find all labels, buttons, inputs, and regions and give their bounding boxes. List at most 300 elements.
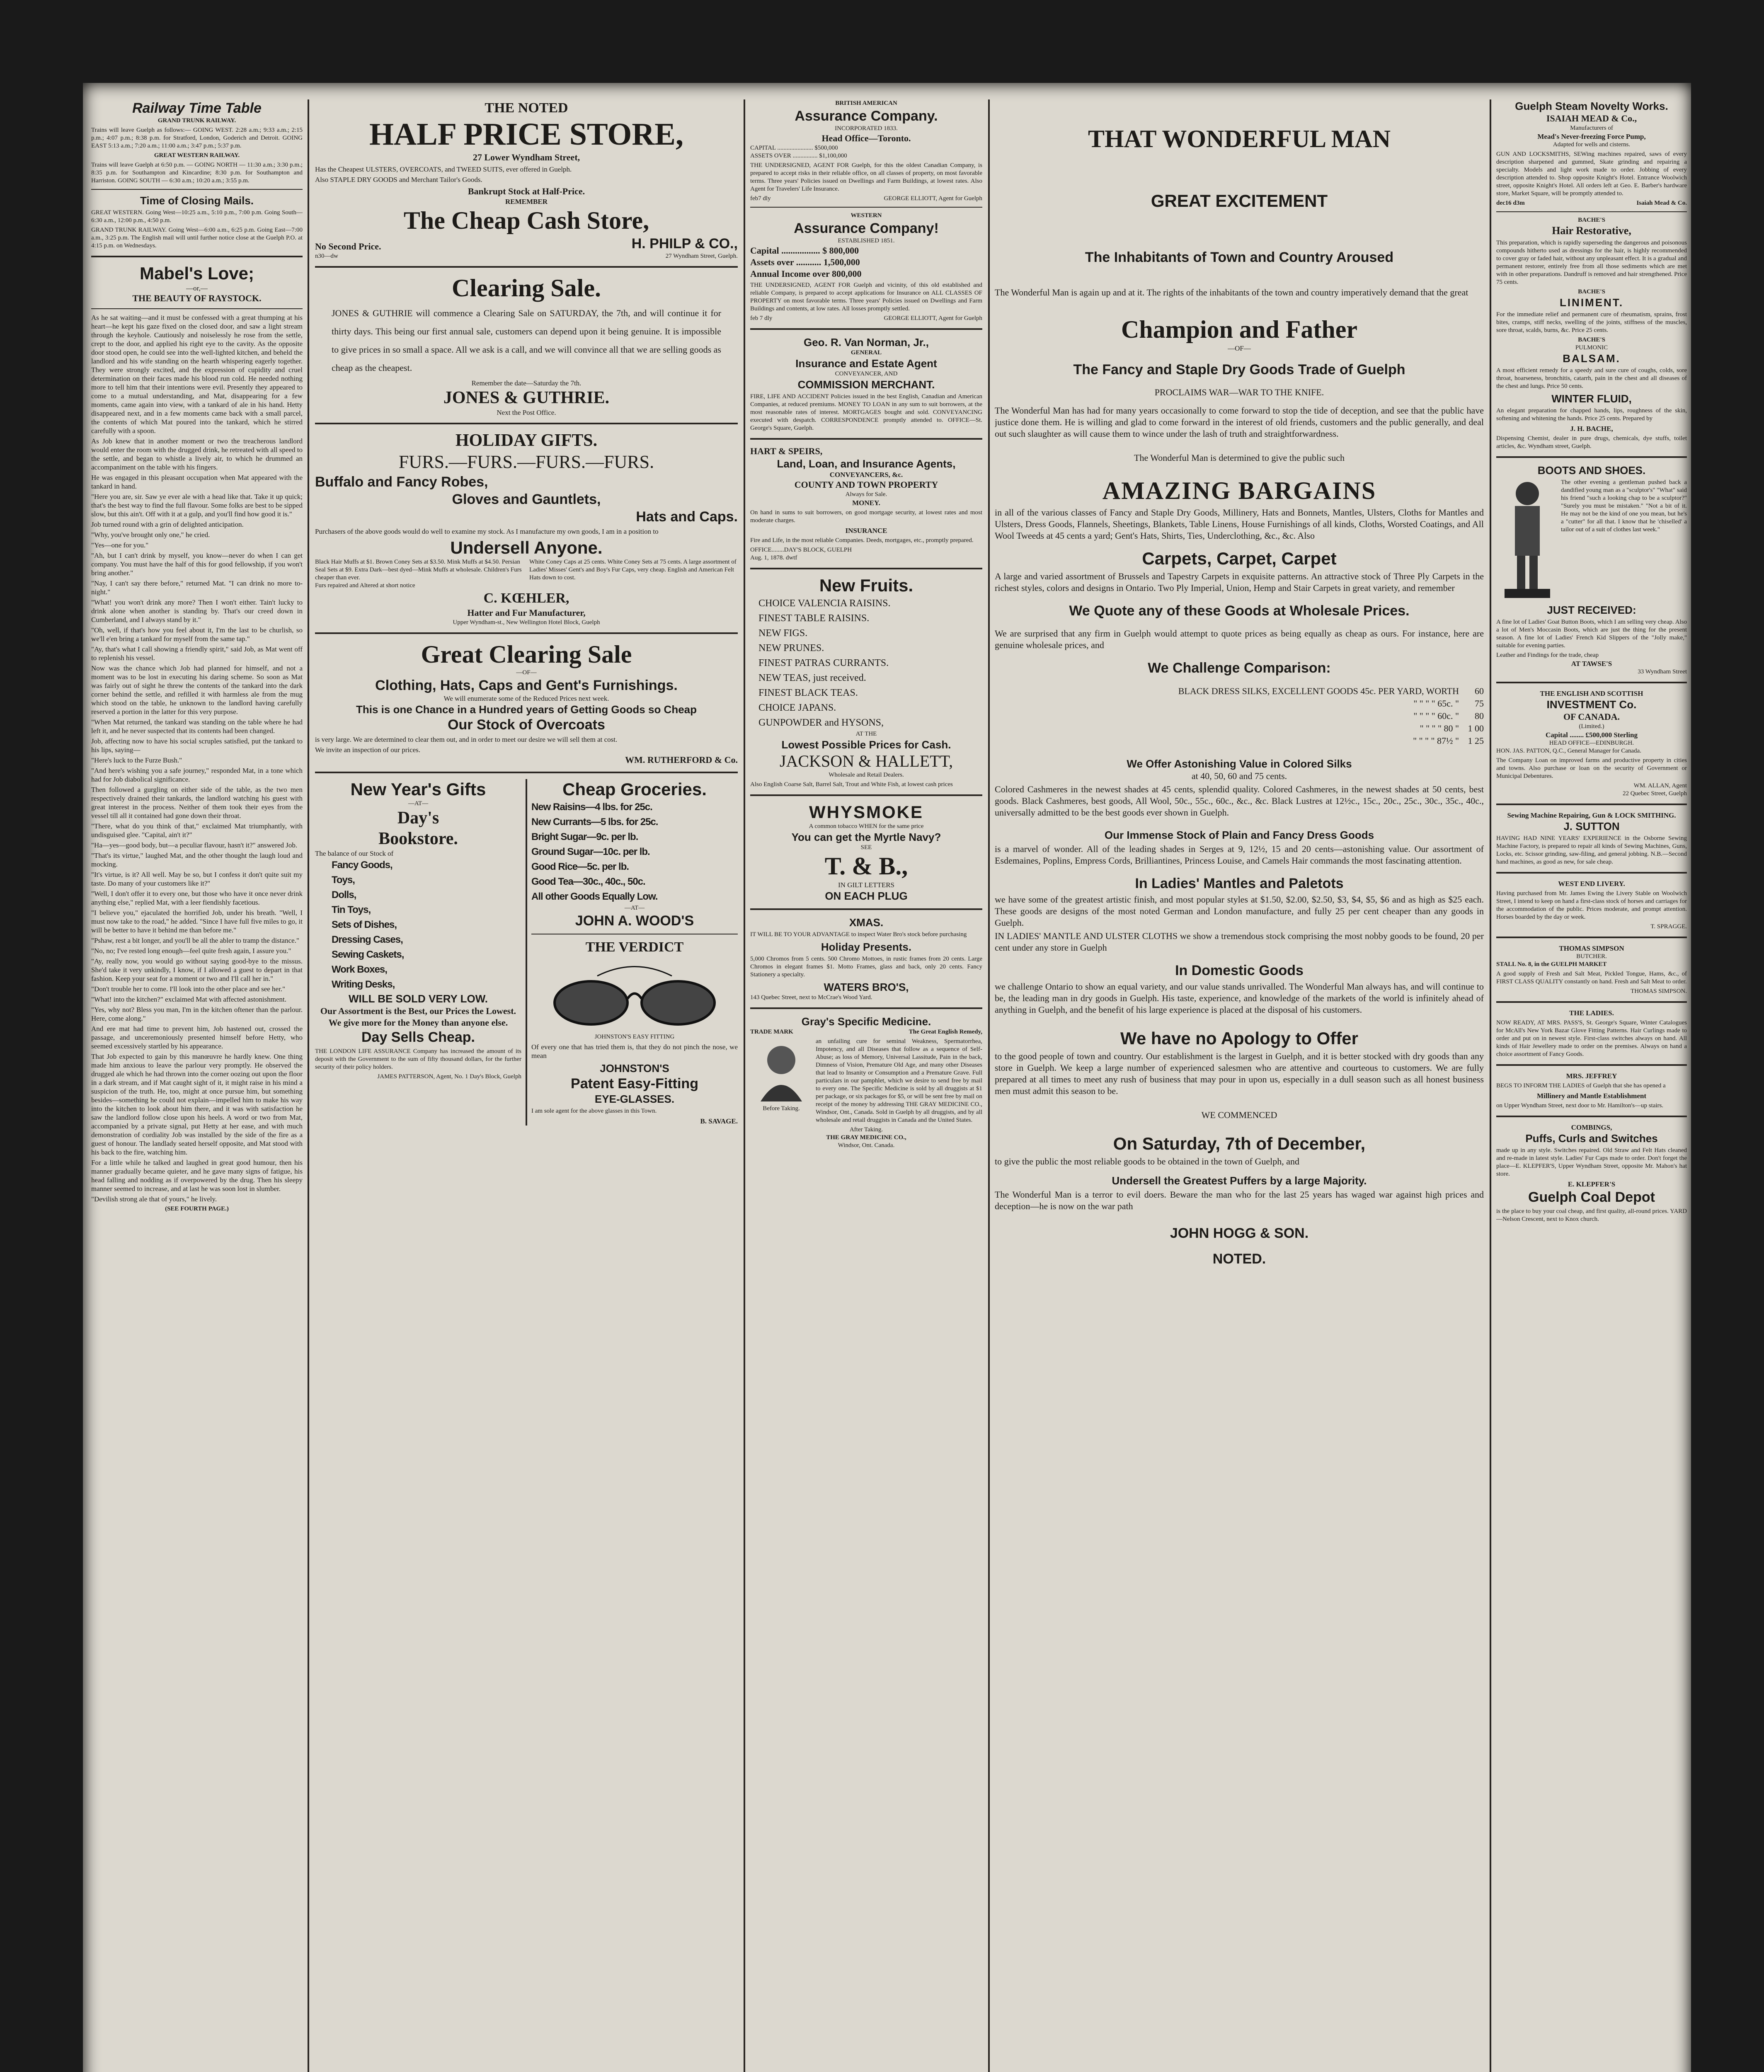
hats: Hats and Caps. [636, 509, 738, 525]
jeffrey: MRS. JEFFREY [1566, 1072, 1617, 1080]
before: Before Taking. [763, 1105, 800, 1112]
story-paragraph: "Here's luck to the Furze Bush." [91, 756, 182, 764]
story-paragraph: Then followed a gurgling on either side of the table, as the two men respectively drained their tankards, the landlord watching his guest with great interest in the process. Neither of them took their eyes from the vessel till all it contained had gone down their throat. [91, 786, 303, 820]
champion: Champion and Father [1121, 316, 1358, 343]
hs-money: MONEY. [852, 499, 880, 507]
mantles-text: we have some of the greatest artistic finish, and most popular styles at $1.50, $2.00, $2.50, $3, $4, $5, $6 and as high as $25 each. These goods are designs of the most noted German and London manufacture, and fully 25 per cent cheaper than any goods in Guelph. [995, 894, 1484, 928]
butcher: BUTCHER. [1576, 953, 1607, 960]
clearing-heading: Clearing Sale. [452, 274, 601, 302]
story-title: Mabel's Love; [139, 264, 254, 283]
story-paragraph: As he sat waiting—and it must be confessed with a great thumping at his heart—he kept his gaze fixed on the closed door, and saw a light stream through the keyhole. Cautiously and noiselessly he rose from the settle, crept to the door, and applied his right eye to the cavity. As the opposite door stood open, he could see into the well-lighted kitchen, and beheld the landlord and his wife standing on the hearth whispering eagerly together. They were strongly excited, and the expression of cupidity and cruel determination on their faces made his blood run cold. He needed nothing more to tell him that their intentions were evil. Presently they appeared to come to a mutual understanding, and Mat, disappearing for a few moments, came again into view, with a tankard of ale in his hand. Hetty disappeared next, and in a few moments came back with a small parcel, the contents of which Mat poured into the tankard, which he stirred carefully with a spoon. [91, 314, 303, 435]
waters-addr: 143 Quebec Street, next to McCrae's Wood Yard. [750, 994, 872, 1001]
sewing: Sewing Machine Repairing, Gun & LOCK SMITHING. [1507, 811, 1676, 819]
eyeglasses: EYE-GLASSES. [594, 1093, 675, 1105]
glasses-band: JOHNSTON'S EASY FITTING [594, 1034, 675, 1040]
w-text: THE UNDERSIGNED, AGENT FOR Guelph and vicinity, of this old established and reliable Company, is prepared to accept applications for Insurance on ALL CLASSES OF PROPERTY on most favorable terms. Three years' Policies issued on Dwellings and Farm Buildings and contents, at low rates. All losses promptly settled. [750, 282, 982, 312]
vn-text: FIRE, LIFE AND ACCIDENT Policies issued in the best English, Canadian and American Companies, at reduced premiums. MONEY TO LOAN in any sum to suit borrowers, at the most reasonable rates of interest. MORTGAGES bought and sold. CONVEYANCING executed with despatch. CORRESPONDENCE promptly attended to. OFFICE—St. George's Square, Guelph. [750, 393, 982, 431]
stall-text: A good supply of Fresh and Salt Meat, Pickled Tongue, Hams, &c., of FIRST CLASS QUALITY constantly on hand. Fresh and Salt Meat to order. [1496, 971, 1687, 985]
grays-heading: Gray's Specific Medicine. [801, 1015, 931, 1028]
cashmeres: Colored Cashmeres in the newest shades at 45 cents, splendid quality. Colored Cashmeres, in the newest shades at 50 cents, best goods. Black Cashmeres, best goods, All Wool, 50c., 55c., 60c., &c., &c. Black Lustres at 12½c., 15c., 20c., 25c., 30c., 35c., 40c., universally admitted to be the best goods ever shown in Guelph. [995, 784, 1484, 818]
column-rule [1490, 99, 1491, 2072]
hps-text: Has the Cheapest ULSTERS, OVERCOATS, and TWEED SUITS, ever offered in Guelph. [315, 165, 572, 173]
gray-co: THE GRAY MEDICINE CO., [826, 1134, 906, 1141]
war: PROCLAIMS WAR—WAR TO THE KNIFE. [1154, 387, 1324, 397]
column-4 [995, 99, 1484, 2072]
column-5 [1496, 99, 1687, 2072]
hair-text: This preparation, which is rapidly superseding the dangerous and poisonous compounds hitherto used as dressings for the hair, is highly recommended to cover gray or faded hair, without any unpleasant effect. It is a gradual and permanent restorer, entirely free from all those sediments which are met with in other preparations. Dandruff is removed and hair strengthened. Price 75 cents. [1496, 240, 1687, 286]
of: —OF— [1228, 344, 1251, 352]
determined: The Wonderful Man is determined to give the public such [1134, 453, 1345, 463]
domestic-text: we challenge Ontario to show an equal variety, and our value stands unrivalled. The Wonderful Man always has, and will continue to be, the leading man in dry goods in Guelph. His taste, experience, and knowledge of the markets of the world is infinitely ahead of anything in Guelph, and the benefit of his large experience is placed at the disposal of his customers. [995, 981, 1484, 1015]
bankrupt: Bankrupt Stock at Half-Price. [468, 186, 585, 196]
investment: INVESTMENT Co. [1546, 698, 1637, 711]
bookstore: Bookstore. [378, 829, 458, 848]
story-paragraph: As Job knew that in another moment or two the treacherous landlord would enter the room with the drugged drink, he retreated with all speed to the settle, and began to whistle a lively air, to which he drummed an accompaniment on the table with his fingers. [91, 437, 303, 471]
wood: JOHN A. WOOD'S [575, 913, 694, 929]
waters: WATERS BRO'S, [824, 981, 909, 993]
mead-mfr: Manufacturers of [1570, 125, 1613, 131]
patton: HON. JAS. PATTON, Q.C., General Manager for Canada. [1496, 748, 1641, 754]
surprised: We are surprised that any firm in Guelph would attempt to quote prices as being equally as cheap as ours. For instance, here are genuine wholesale prices, and [995, 628, 1484, 650]
established: ESTABLISHED 1851. [838, 237, 895, 244]
that-wonderful-man: THAT WONDERFUL MAN [1088, 125, 1391, 152]
immense-text: is a marvel of wonder. All of the leading shades in Serges at 9, 12½, 15 and 20 cents—astonishing value. Our assortment of Esdemaines, Poplins, Empress Cords, Brilliantines, Princess Louise, and Camels Hair commands the most fascinating attention. [995, 844, 1484, 866]
silk-price-table [995, 685, 1484, 747]
silk-desc: " " " " 87½ " [1413, 736, 1459, 746]
hs-code: Aug. 1, 1878. dwtf [750, 554, 797, 561]
fruit-items [750, 596, 982, 730]
assurance: Assurance Company. [795, 108, 938, 124]
gray-remedy: The Great English Remedy, [909, 1029, 982, 1035]
elliott-code: feb7 dly [750, 195, 771, 202]
silk-worth: 60 [1475, 686, 1484, 696]
vn-general: GENERAL [850, 349, 882, 356]
wholesale: We Quote any of these Goods at Wholesale Prices. [1069, 603, 1410, 619]
millinery: Millinery and Mantle Establishment [1537, 1092, 1646, 1100]
fancy-trade: The Fancy and Staple Dry Goods Trade of Guelph [1073, 362, 1405, 378]
mails-gt: GRAND TRUNK RAILWAY. Going West—6:00 a.m., 6:25 p.m. Going East—7:00 a.m., 3:25 p.m. The English mail will until further notice close at the Guelph P.O. at 4:15 p.m. on Wednesdays. [91, 227, 303, 249]
gcs-of: —OF— [516, 669, 537, 676]
hs-prop: COUNTY AND TOWN PROPERTY [794, 479, 938, 490]
patent: Patent Easy-Fitting [571, 1076, 698, 1092]
saturday: On Saturday, 7th of December, [1113, 1134, 1366, 1153]
noted: NOTED. [1212, 1251, 1266, 1267]
koehler-title: Hatter and Fur Manufacturer, [467, 608, 586, 618]
jh-bache: J. H. BACHE, [1570, 425, 1613, 433]
xmas-text: IT WILL BE TO YOUR ADVANTAGE to inspect Water Bro's stock before purchasing [750, 931, 967, 938]
story-paragraph: "Nay, I can't say there before," returned Mat. "I can drink no more to-night." [91, 579, 303, 596]
great-excitement: GREAT EXCITEMENT [1151, 191, 1328, 211]
koehler-address: Upper Wyndham-st., New Wellington Hotel Block, Guelph [453, 619, 600, 626]
post-office: Next the Post Office. [497, 409, 556, 416]
whysmoke: WHYSMOKE [809, 802, 923, 822]
gift-item: Dolls, [332, 889, 356, 900]
leather: Leather and Findings for the trade, cheap [1496, 652, 1599, 658]
boots-shoes: BOOTS AND SHOES. [1537, 464, 1646, 477]
column-3 [750, 99, 982, 2072]
story-paragraph: "Ha—yes—good body, but—a peculiar flavour, hasn't it?" answered Job. [91, 841, 298, 849]
story-subtitle: THE BEAUTY OF RAYSTOCK. [132, 293, 262, 303]
story-paragraph: "Devilish strong ale that of yours," he lively. [91, 1195, 217, 1203]
story-paragraph: "Ay, that's what I call showing a friendly spirit," said Job, as Mat went off to replenish his vessel. [91, 645, 303, 662]
silk-row [995, 722, 1484, 735]
t-and-b: T. & B., [824, 852, 908, 880]
ulster: IN LADIES' MANTLE AND ULSTER CLOTHS we show a tremendous stock comprising the most nobby goods to be found, 20 per cent under any store in Guelph [995, 931, 1484, 953]
days: Day's [397, 808, 439, 828]
portrait-before-icon [750, 1039, 812, 1101]
jh-sub: Wholesale and Retail Dealers. [829, 772, 904, 778]
hs-ins-text: Fire and Life, in the most reliable Companies. Deeds, mortgages, etc., promptly prepared. [750, 537, 974, 544]
day-sells: Day Sells Cheap. [361, 1029, 475, 1045]
second-price: No Second Price. [315, 241, 381, 252]
mead-code: dec16 d3m [1496, 200, 1525, 206]
story-paragraph: "Well, I don't offer it to every one, but those who have it once never drink anything else," replied Mat, with a leer fiendishly facetious. [91, 890, 303, 906]
jones-guthrie: JONES & GUTHRIE. [443, 388, 610, 407]
story-paragraph: "What! into the kitchen?" exclaimed Mat with affected astonishment. [91, 995, 286, 1003]
grocery-item: Good Tea—30c., 40c., 50c. [531, 876, 645, 887]
rutherford: WM. RUTHERFORD & Co. [625, 755, 738, 765]
myrtle: You can get the Myrtle Navy? [791, 831, 941, 843]
adapted: Adapted for wells and cisterns. [1553, 141, 1631, 148]
ladies-heading: THE LADIES. [1569, 1009, 1614, 1017]
story-paragraph: Job turned round with a grin of delighted anticipation. [91, 520, 244, 528]
w-assets: Assets over ........... 1,500,000 [750, 257, 860, 267]
xmas: XMAS. [849, 916, 884, 929]
agent-note: I am sole agent for the above glasses in this Town. [531, 1108, 657, 1114]
remember: REMEMBER [505, 198, 548, 206]
combings: COMBINGS, [1571, 1123, 1612, 1131]
story-paragraph: "Pshaw, rest a bit longer, and you'll be all the abler to tramp the distance." [91, 937, 299, 944]
immense: Our Immense Stock of Plain and Fancy Dress Goods [1104, 829, 1374, 841]
gwr-heading: GREAT WESTERN RAILWAY. [154, 152, 240, 159]
half-price-store: HALF PRICE STORE, [369, 117, 684, 152]
balance: The balance of our Stock of [315, 850, 394, 857]
column-1 [91, 99, 303, 2072]
livery-text: Having purchased from Mr. James Ewing the Livery Stable on Woolwich Street, I intend to keep on hand a first-class stock of horses and carriages for the accommodation of the public. Prices moderate, and prompt attention. Horses boarded by the day or week. [1496, 890, 1687, 920]
after: After Taking. [849, 1126, 883, 1133]
gray-text: an unfailing cure for seminal Weakness, Spermatorrhea, Impotency, and all Diseases that follow as a sequence of Self-Abuse; as loss of Memory, Universal Lassitude, Pain in the back, Dimness of Vision, Premature Old Age, and many other Diseases that lead to Insanity or Consumption and a Premature Grave. Full particulars in our pamphlet, which we desire to send free by mail to every one. The Specific Medicine is sold by all druggists at $1 per package, or six packages for $5, or will be sent free by mail on receipt of the money by addressing THE GRAY MEDICINE CO., Windsor, Ont., Canada. Sold in Guelph by all druggists, and by all wholesale and retail druggists in Canada and the United States. [816, 1038, 982, 1123]
story-paragraph: "That's its virtue," laughed Mat, and the other thought the laugh loud and mocking. [91, 852, 303, 868]
story-body [91, 313, 303, 1203]
ny-heading: New Year's Gifts [350, 779, 486, 799]
fruit-item: GUNPOWDER and HYSONS, [758, 717, 884, 728]
simpson-heading: THOMAS SIMPSON [1559, 944, 1624, 952]
pump: Mead's Never-freezing Force Pump, [1537, 133, 1646, 140]
hs-sale: Always for Sale. [845, 491, 887, 498]
see: SEE [860, 844, 872, 851]
gift-item: Sets of Dishes, [332, 919, 397, 930]
lowest: Lowest Possible Prices for Cash. [781, 738, 951, 751]
mails-gw: GREAT WESTERN. Going West—10:25 a.m., 5:10 p.m., 7:00 p.m. Going South—6:30 a.m., 12:00 p.m., 4:50 p.m. [91, 209, 303, 224]
groceries-heading: Cheap Groceries. [562, 779, 707, 799]
terror: The Wonderful Man is a terror to evil doers. Beware the man who for the last 25 years has waged war against high prices and deception—he is now on the war path [995, 1189, 1484, 1211]
presents-text: 5,000 Chromos from 5 cents. 500 Chromo Mottoes, in rustic frames from 20 cents. Large Chromos in elegant frames $1. Motto Frames, glass and back, only 20 cents. Fancy Stationery a specialty. [750, 956, 982, 978]
koehler: C. KŒHLER, [483, 591, 569, 606]
fruit-item: CHOICE VALENCIA RAISINS. [758, 598, 891, 609]
coal-text: is the place to buy your coal cheap, and first quality, all-round prices. YARD—Nelson Crescent, next to Knox church. [1496, 1208, 1687, 1222]
fruit-item: FINEST PATRAS CURRANTS. [758, 658, 889, 668]
van-norman: Geo. R. Van Norman, Jr., [804, 336, 929, 349]
just-received: JUST RECEIVED: [1547, 604, 1636, 616]
amazing-bargains: AMAZING BARGAINS [1102, 477, 1376, 504]
philp-code: n30—dw [315, 253, 338, 259]
silk-row [995, 710, 1484, 722]
w-elliott: GEORGE ELLIOTT, Agent for Guelph [884, 315, 982, 322]
mead: ISAIAH MEAD & Co., [1546, 113, 1637, 123]
holiday-heading: HOLIDAY GIFTS. [455, 431, 598, 450]
story-paragraph: "Yes—one for you." [91, 541, 149, 549]
gcs-text: We will enumerate some of the Reduced Prices next week. [443, 695, 609, 702]
tawse: AT TAWSE'S [1571, 660, 1612, 668]
challenge: We Challenge Comparison: [1148, 660, 1331, 676]
grocery-item: Ground Sugar—10c. per lb. [531, 846, 650, 857]
hps-address: 27 Lower Wyndham Street, [472, 152, 580, 162]
many-years: The Wonderful Man has had for many years occasionally to come forward to stop the tide of deception, and see that the public have justice done them. He is willing and glad to come forward in the interest of old friends, customers and the public generally, and deal out such slaughter as will cause them to wince under the lash of truth and straightforwardness. [995, 405, 1484, 439]
fruit-item: FINEST TABLE RAISINS. [758, 613, 870, 624]
eng-heading: THE ENGLISH AND SCOTTISH [1540, 690, 1643, 697]
mantles: In Ladies' Mantles and Paletots [1135, 876, 1344, 891]
grocery-items [531, 800, 738, 904]
silk-desc: BLACK DRESS SILKS, EXCELLENT GOODS 45c. PER YARD, WORTH [1178, 686, 1459, 696]
fruit-item: FINEST BLACK TEAS. [758, 687, 858, 698]
furs: FURS.—FURS.—FURS.—FURS. [398, 452, 654, 472]
undersell-puffers: Undersell the Greatest Puffers by a large Majority. [1112, 1174, 1367, 1187]
bache-addr: Dispensing Chemist, dealer in pure drugs, chemicals, dye stuffs, toilet articles, &c. Wyndham street, Guelph. [1496, 435, 1687, 450]
hart-speirs: HART & SPEIRS, [750, 446, 823, 456]
gcs-heading: Great Clearing Sale [421, 641, 632, 668]
hs-ins: INSURANCE [845, 527, 887, 535]
fruit-item: NEW TEAS, just received. [758, 673, 866, 683]
story-paragraph: Now was the chance which Job had planned for himself, and not a moment was to be lost in executing his daring scheme. So soon as Mat was fairly out of sight he threw the contents of the tankard into the dark corner behind the settle, and refilled it with harmless ale from the mug which stood on the table, he unknown to the landlord having carefully reserved a portion in the latter for this very purpose. [91, 664, 303, 716]
jeffrey-addr: on Upper Wyndham Street, next door to Mr. Hamilton's—up stairs. [1496, 1102, 1664, 1109]
allan: WM. ALLAN, Agent [1633, 782, 1687, 789]
fur-list-left: Black Hair Muffs at $1. Brown Coney Sets at $3.50. Mink Muffs at $4.50. Persian Seal Sets at $9. Extra Dark—best dyed—Mink Muffs at wholesale. Children's Furs cheaper than ever. [315, 559, 522, 581]
simpson-sign: THOMAS SIMPSON. [1631, 988, 1687, 995]
inv-text: The Company Loan on improved farms and productive property in cities and towns. Also purchase or loan on the security of Government or Municipal Debentures. [1496, 757, 1687, 779]
ny-at: —AT— [408, 800, 429, 807]
london-life: THE LONDON LIFE ASSURANCE Company has increased the amount of its deposit with the Government to the sum of fifty thousand dollars, for the further security of their policy holders. [315, 1048, 521, 1070]
overcoats-text: is very large. We are determined to clear them out, and in order to meet our desire we will sell them at cost. [315, 736, 618, 743]
silk-worth: 1 00 [1468, 723, 1484, 733]
silk-desc: " " " " 65c. " [1413, 698, 1459, 709]
purchasers: Purchasers of the above goods would do well to examine my stock. As I manufacture my own goods, I am in a position to [315, 528, 659, 535]
story-paragraph: "Oh, well, if that's how you feel about it, I'm the last to be churlish, so we'll e'en bring a tankard for myself from the same tap." [91, 626, 303, 643]
fruit-item: NEW PRUNES. [758, 643, 824, 654]
grocery-item: Bright Sugar—9c. per lb. [531, 831, 638, 842]
story-paragraph: "And here's wishing you a safe journey," responded Mat, in a tone which had for Job diabolical significance. [91, 767, 303, 783]
silk-row [995, 685, 1484, 697]
silk-worth: 1 25 [1468, 736, 1484, 746]
undersell: Undersell Anyone. [450, 538, 603, 557]
mails-heading: Time of Closing Mails. [140, 194, 254, 207]
mead-sign: Isaiah Mead & Co. [1636, 200, 1687, 206]
fur-note: Furs repaired and Altered at short notice [315, 582, 415, 589]
fruit-item: NEW FIGS. [758, 628, 808, 639]
cash-store: The Cheap Cash Store, [403, 207, 649, 234]
gift-item: Work Boxes, [332, 964, 387, 975]
story-paragraph: "Yes, why not? Bless you man, I'm in the kitchen oftener than the parlour. Here, come along." [91, 1006, 303, 1022]
story-paragraph: "Here you are, sir. Saw ye ever ale with a head like that. Take it up quick; that's the best way to find the full flavour. Some folks are best to be sipped slow, but this ain't. Off with it at a gulp, and you'll find how good it is." [91, 493, 303, 518]
story-paragraph: "No, no; I've rested long enough—feel quite fresh again, I assure you." [91, 947, 291, 955]
apology: We have no Apology to Offer [1120, 1029, 1359, 1048]
bache-2: BACHE'S [1578, 288, 1605, 295]
gray-addr: Windsor, Ont. Canada. [838, 1142, 895, 1149]
gift-item: Writing Desks, [332, 979, 395, 990]
livery-heading: WEST END LIVERY. [1558, 880, 1625, 888]
fur-list-right: White Coney Caps at 25 cents. White Coney Sets at 75 cents. A large assortment of Ladies' Misses' Gent's and Boy's Fur Caps, very cheap. English and American Felt Hats down to cost. [529, 559, 737, 581]
gift-item: Fancy Goods, [332, 859, 393, 871]
carpets: Carpets, Carpet, Carpet [1142, 549, 1337, 568]
story-paragraph: "Ah, but I can't drink by myself, you know—never do when I can get company. You must have the half of this for good fellowship, if you won't bring another." [91, 552, 303, 577]
verdict-text: Of every one that has tried them is, that they do not pinch the nose, we mean [531, 1043, 738, 1060]
hs-conv: CONVEYANCERS, &c. [829, 471, 903, 479]
winter-text: An elegant preparation for chapped hands, lips, roughness of the skin, softening and whitening the hands. Price 25 cents. Prepared by [1496, 407, 1687, 422]
silk-row [995, 735, 1484, 747]
boots-text: The other evening a gentleman pushed back a dandified young man as a "sculptor's" "What" said his friend "such a looking chap to be a sculptor?" "Surely you must be mistaken." "Not a bit of it. He may not be the kind of one you mean, but he's a "cutter" for all that. I know that he 'chiselled' a tailor out of a suit of clothes last week." [1561, 479, 1687, 533]
grocery-item: Good Rice—5c. per lb. [531, 861, 629, 872]
again-up: The Wonderful Man is again up and at it. The rights of the inhabitants of the town and country imperatively demand that the great [995, 287, 1468, 298]
stall: STALL No. 8, in the GUELPH MARKET [1496, 961, 1607, 968]
story-paragraph: Job, affecting now to have his social scruples satisfied, put the tankard to his lips, saying— [91, 737, 303, 754]
just-text: A fine lot of Ladies' Goat Button Boots, which I am selling very cheap. Also a lot of Men's Moccasin Boots, which are just the thing for the present season. A fine lot of Ladies' French Kid Slippers of the "Jolly make," suitable for evening parties. [1496, 619, 1687, 649]
gilt: IN GILT LETTERS [838, 881, 894, 889]
silks-prices: at 40, 50, 60 and 75 cents. [1191, 771, 1287, 781]
grocery-item: All other Goods Equally Low. [531, 891, 658, 902]
story-paragraph: "What! you won't drink any more? Then I won't either. Tain't lucky to drink alone when another is standing by. That's our creed down in Cumberland, and I always stand by it." [91, 598, 303, 624]
overcoats: Our Stock of Overcoats [448, 717, 605, 733]
commenced: WE COMMENCED [1201, 1110, 1277, 1120]
gcs-chance: This is one Chance in a Hundred years of Getting Goods so Cheap [356, 703, 697, 716]
classes: in all of the various classes of Fancy and Staple Dry Goods, Millinery, Hats and Bonnets, Mantles, Ulsters, Cloths for Mantles and Ulsters, Dress Goods, Flannels, Sheetings, Blankets, Table Linens, House Furnishings of all kinds, Cloths, Worsted Coatings, and All Wool Tweeds at 45 cents a yard; Gent's Hats, Shirts, Ties, Underclothing, &c., &c. Also [995, 507, 1484, 541]
carpets-text: A large and varied assortment of Brussels and Tapestry Carpets in exquisite patterns. An attractive stock of Three Ply Carpets in the richest styles, colors and designs in Ontario. Two Ply Imperial, Union, Hemp and Stair Carpets in great variety, and remember [995, 571, 1484, 593]
plug: ON EACH PLUG [825, 890, 908, 902]
smoke-text: A common tobacco WHEN for the same price [809, 823, 924, 830]
silk-worth: 80 [1475, 711, 1484, 721]
story-paragraph: "There, what do you think of that," exclaimed Mat triumphantly, with undisguised glee. "Capital, ain't it?" [91, 822, 303, 839]
robes: Buffalo and Fancy Robes, [315, 474, 488, 490]
patterson: JAMES PATTERSON, Agent, No. 1 Day's Block, Guelph [377, 1073, 521, 1080]
liniment-text: For the immediate relief and permanent cure of rheumatism, sprains, frost bites, cramps, stiff necks, swelling of the joints, stiffness of the muscles, sore throat, scalds, burns, &c. Price 25 cents. [1496, 311, 1687, 334]
story-paragraph: "Don't trouble her to come. I'll look into the other place and see her." [91, 985, 286, 993]
boot-figure-icon [1496, 477, 1558, 603]
column-rule [308, 99, 309, 2072]
inv-office: HEAD OFFICE—EDINBURGH. [1549, 740, 1634, 746]
bache-3: BACHE'S [1578, 336, 1605, 343]
hps-text2: Also STAPLE DRY GOODS and Merchant Tailor's Goods. [315, 176, 482, 184]
sold-low: WILL BE SOLD VERY LOW. [348, 992, 488, 1005]
story-paragraph: That Job expected to gain by this manœuvre he hardly knew. One thing made him anxious to leave the parlour very promptly. He observed the drugged ale which he had thrown into the corner oozing out upon the floor in a dark stream, and if Mat caught sight of it, it might raise in his mind a suspicion of the truth. He, too, might at once pursue him, but something besides—something he could not explain—impelled him to make his way into the kitchen to look about him there, and it was with satisfaction he saw the landlord follow close upon his heels. A word or two from Mat, accompanied by a private signal, put Hetty at her ease, and with much demonstration of cordiality Job was installed by the side of the fire as a guest of honour. The landlady seated herself opposite, and Mat stood with his back to the fire, watching him. [91, 1053, 303, 1156]
fruits-at: AT THE [855, 731, 877, 737]
balsam: BALSAM. [1563, 352, 1621, 365]
savage: B. SAVAGE. [700, 1117, 738, 1125]
winter-fluid: WINTER FLUID, [1551, 392, 1632, 405]
column-2 [315, 99, 738, 2072]
gray-tm: TRADE MARK [750, 1029, 793, 1035]
silk-desc: " " " " 60c. " [1413, 711, 1459, 721]
western: WESTERN [850, 212, 882, 219]
story-paragraph: "It's virtue, is it? All well. May be so, but I confess it don't quite suit my taste. Do many of your customers like it?" [91, 871, 303, 887]
philp: H. PHILP & CO., [631, 236, 738, 252]
gift-item: Dressing Cases, [332, 934, 403, 945]
canada: OF CANADA. [1563, 712, 1620, 722]
gcs-items: Clothing, Hats, Caps and Gent's Furnishings. [375, 678, 678, 693]
sutton-text: HAVING HAD NINE YEARS' EXPERIENCE in the Osborne Sewing Machine Factory, is prepared to repair all kinds of Sewing Machines, Guns, Locks, etc. Scissor grinding, saw-filing, and general jobbing. N.B.—Second hand machines, as good as new, for sale cheap. [1496, 835, 1687, 865]
story-or: —or,— [186, 284, 208, 292]
gtr-heading: GRAND TRUNK RAILWAY. [158, 117, 236, 124]
novelty-works: Guelph Steam Novelty Works. [1515, 100, 1668, 112]
gloves: Gloves and Gauntlets, [452, 491, 601, 507]
klepfer: E. KLEPFER'S [1568, 1180, 1616, 1188]
to-give: to give the public the most reliable goods to be obtained in the town of Guelph, and [995, 1156, 1300, 1167]
assortment: Our Assortment is the Best, our Prices the Lowest. We give more for the Money than anyone else. [320, 1006, 516, 1028]
vn-conv: CONVEYANCER, AND [835, 370, 898, 377]
hs-office: OFFICE........DAY'S BLOCK, GUELPH [750, 547, 852, 553]
bache-heading: BACHE'S [1578, 217, 1605, 223]
groc-at: —AT— [624, 905, 645, 911]
story-paragraph: "I believe you," ejaculated the horrified Job, under his breath. "Well, I must now take to the road," he added. "Since I have full five miles to go, it will be better to have it behind me than before me." [91, 909, 303, 934]
gift-item: Toys, [332, 874, 355, 886]
assets: ASSETS OVER ................ $1,100,000 [750, 152, 847, 159]
newspaper-page [83, 83, 1691, 2072]
gwr-text: Trains will leave Guelph at 6:50 p.m. — GOING NORTH — 11:30 a.m.; 3:30 p.m.; 8:35 p.m. for Southampton and Kincardine; 8:30 p.m. for Southampton and Harriston. GOING SOUTH — 6:30 a.m.; 10:20 a.m.; 3:55 p.m. [91, 162, 303, 184]
silk-row [995, 697, 1484, 710]
gift-item: Sewing Caskets, [332, 949, 404, 960]
railway-title: Railway Time Table [132, 100, 262, 116]
coal-depot: Guelph Coal Depot [1528, 1189, 1655, 1205]
silk-worth: 75 [1475, 698, 1484, 709]
puffs-text: made up in any style. Switches repaired. Old Straw and Felt Hats cleaned and re-made in latest style. Ladies' Fur Caps made to order. Don't forget the place—E. KLEPFER'S, Upper Wyndham Street, opposite Mr. Mahon's hat store. [1496, 1147, 1687, 1177]
jh-note: Also English Coarse Salt, Barrel Salt, Trout and White Fish, at lowest cash prices [750, 781, 953, 788]
spragge: T. SPRAGGE. [1650, 923, 1687, 930]
philp-address: 27 Wyndham Street, Guelph. [665, 253, 738, 259]
allan-addr: 22 Quebec Street, Guelph [1623, 790, 1687, 797]
vn-comm: COMMISSION MERCHANT. [797, 378, 935, 391]
inv-cap: Capital ........ £500,000 Sterling [1546, 731, 1638, 739]
johnston: JOHNSTON'S [600, 1062, 669, 1075]
column-rule [744, 99, 745, 2072]
ba-agent-text: THE UNDERSIGNED, AGENT FOR Guelph, for this the oldest Canadian Company, is prepared to accept risks in their reliable office, on all classes of property, on most favorable terms. Three years' Policies issued on Dwellings and Farm Buildings, at lowest rates. Also Agent for Travelers' Life Insurance. [750, 162, 982, 192]
grocery-item: New Currants—5 lbs. for 25c. [531, 816, 658, 828]
grocery-item: New Raisins—4 lbs. for 25c. [531, 801, 652, 813]
w-code: feb 7 dly [750, 315, 773, 322]
story-paragraph: And ere mat had time to prevent him, Job hastened out, crossed the passage, and unceremoniously presented himself before Hetty, who seemed excessively startled by his appearance. [91, 1025, 303, 1050]
ba-heading: BRITISH AMERICAN [835, 100, 897, 107]
story-paragraph: "Why, you've brought only one," he cried. [91, 531, 210, 539]
invite: We invite an inspection of our prices. [315, 746, 421, 754]
verdict: THE VERDICT [585, 939, 684, 955]
clearing-remember: Remember the date—Saturday the 7th. [471, 379, 582, 387]
story-paragraph: "Ay, really now, you would go without saying good-bye to the missus. She'd take it very unkindly, I know, if I allowed a guest to depart in that fashion. Keep your seat for a moment or two and I'll call her in." [91, 957, 303, 983]
clearing-text: JONES & GUTHRIE will commence a Clearing Sale on SATURDAY, the 7th, and will continue it for thirty days. This being our first annual sale, customers can depend upon it being genuine. It is impossible to give prices in so small a space. All we ask is a call, and we will convince all that we are selling goods as cheap as the cheapest. [332, 308, 721, 373]
story-paragraph: He was engaged in this pleasant occupation when Mat appeared with the tankard in hand. [91, 474, 303, 490]
aroused: The Inhabitants of Town and Country Aroused [1085, 249, 1394, 265]
column-rule [988, 99, 990, 2072]
limited: (Limited.) [1579, 723, 1604, 730]
incorporated: INCORPORATED 1833. [835, 125, 898, 132]
gun-text: GUN AND LOCKSMITHS, SEWing machines repaired, saws of every description sharpened and gummed, Skate grinding and repairing a specialty. Models and light work made to order. Jobbing of every description attended to. Shop opposite Knight's Hotel. Entrance Woolwich street, opposite Knight's Hotel. All orders left at Geo. E. Barber's hardware store, Market Square, will be promptly attended to. [1496, 151, 1687, 197]
pulmonic: PULMONIC [1575, 344, 1608, 351]
gift-item: Tin Toys, [332, 904, 371, 915]
silk-desc: " " " " 80 " [1420, 723, 1459, 733]
balsam-text: A most efficient remedy for a speedy and sure cure of coughs, colds, sore throat, hoarseness, bronchitis, catarrh, pain in the chest and all diseases of the chest and lungs. Price 50 cents. [1496, 367, 1687, 390]
gtr-text: Trains will leave Guelph as follows:— GOING WEST. 2:28 a.m.; 9:33 a.m.; 2:15 p.m.; 4:07 p.m.; 8:38 p.m. for Stratford, London, Goderich and Detroit. GOING EAST 5:13 a.m.; 7:20 a.m.; 11:00 a.m.; 3:47 p.m.; 5:37 p.m. [91, 127, 303, 149]
story-continued: (SEE FOURTH PAGE.) [165, 1205, 229, 1212]
presents: Holiday Presents. [821, 941, 912, 953]
capital: CAPITAL ....................... $500,000 [750, 145, 838, 151]
liniment: LINIMENT. [1559, 296, 1624, 309]
w-income: Annual Income over 800,000 [750, 269, 862, 279]
elliott: GEORGE ELLIOTT, Agent for Guelph [884, 195, 982, 202]
